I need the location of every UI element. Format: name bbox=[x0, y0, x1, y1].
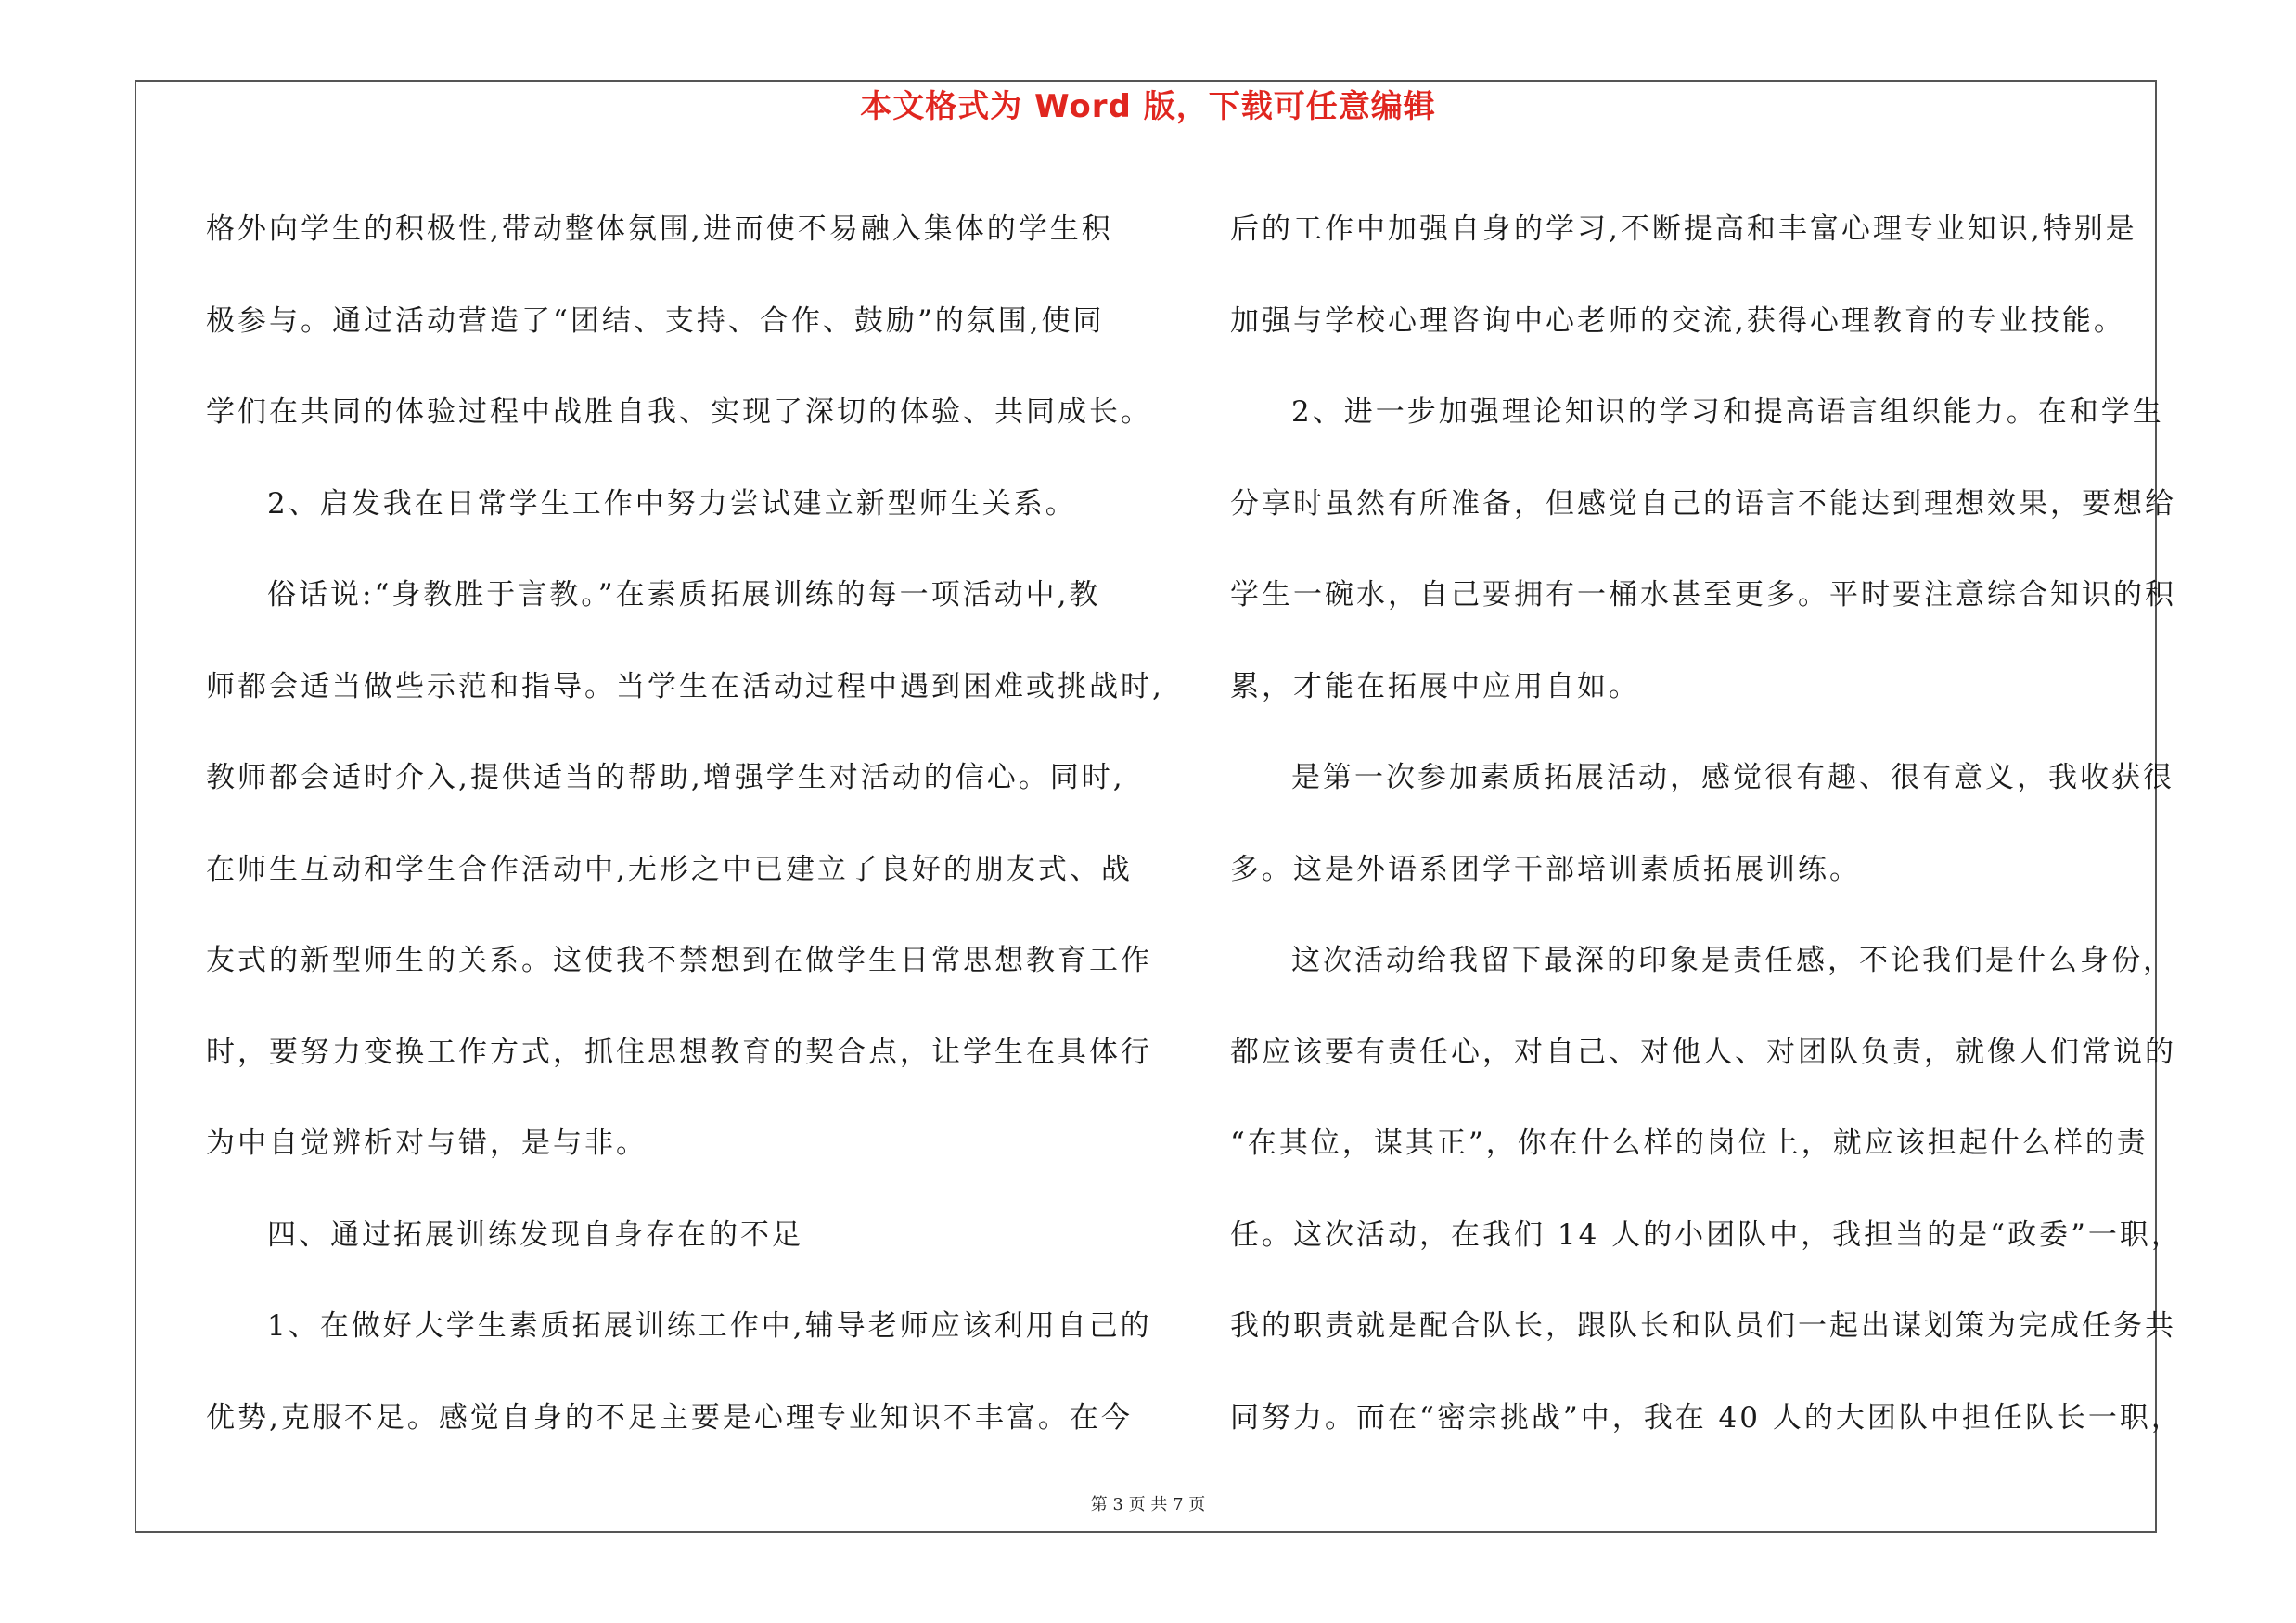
left-text-column bbox=[206, 184, 1164, 1463]
text-line: 都应该要有责任心，对自己、对他人、对团队负责，就像人们常说的 bbox=[1230, 1035, 2176, 1069]
text-line: 在师生互动和学生合作活动中,无形之中已建立了良好的朋友式、战 bbox=[206, 852, 1133, 886]
text-line: 2、进一步加强理论知识的学习和提高语言组织能力。在和学生 bbox=[1291, 395, 2164, 429]
text-line: 我的职责就是配合队长，跟队长和队员们一起出谋划策为完成任务共 bbox=[1230, 1309, 2176, 1343]
text-line: 时，要努力变换工作方式，抓住思想教育的契合点，让学生在具体行 bbox=[206, 1035, 1152, 1069]
text-line: 友式的新型师生的关系。这使我不禁想到在做学生日常思想教育工作 bbox=[206, 944, 1152, 977]
text-line: 同努力。而在“密宗挑战”中，我在 40 人的大团队中担任队长一职， bbox=[1230, 1400, 2183, 1435]
text-line: 加强与学校心理咨询中心老师的交流,获得心理教育的专业技能。 bbox=[1230, 303, 2125, 338]
text-line: 极参与。通过活动营造了“团结、支持、合作、鼓励”的氛围,使同 bbox=[206, 303, 1105, 338]
text-line: 2、启发我在日常学生工作中努力尝试建立新型师生关系。 bbox=[267, 486, 1077, 521]
text-line: 教师都会适时介入,提供适当的帮助,增强学生对活动的信心。同时, bbox=[206, 761, 1125, 794]
text-line: 任。这次活动，在我们 14 人的小团队中，我担当的是“政委”一职， bbox=[1230, 1217, 2183, 1252]
text-line: 格外向学生的积极性,带动整体氛围,进而使不易融入集体的学生积 bbox=[206, 213, 1113, 246]
text-line: 学生一碗水，自己要拥有一桶水甚至更多。平时要注意综合知识的积 bbox=[1230, 578, 2176, 612]
text-line: 多。这是外语系团学干部培训素质拓展训练。 bbox=[1230, 852, 1861, 886]
text-line: 后的工作中加强自身的学习,不断提高和丰富心理专业知识,特别是 bbox=[1230, 213, 2137, 246]
text-line: 是第一次参加素质拓展活动，感觉很有趣、很有意义，我收获很 bbox=[1291, 761, 2174, 794]
right-text-column bbox=[1230, 184, 2183, 1463]
text-line: 这次活动给我留下最深的印象是责任感，不论我们是什么身份， bbox=[1291, 944, 2174, 977]
text-line: 师都会适当做些示范和指导。当学生在活动过程中遇到困难或挑战时, bbox=[206, 669, 1164, 703]
text-line: 1、在做好大学生素质拓展训练工作中,辅导老师应该利用自己的 bbox=[267, 1309, 1152, 1343]
text-line: 为中自觉辨析对与错，是与非。 bbox=[206, 1127, 648, 1160]
text-line: “在其位，谋其正”，你在什么样的岗位上，就应该担起什么样的责 bbox=[1230, 1127, 2148, 1160]
text-line: 分享时虽然有所准备，但感觉自己的语言不能达到理想效果，要想给 bbox=[1230, 486, 2176, 521]
text-line: 俗话说:“身教胜于言教。”在素质拓展训练的每一项活动中,教 bbox=[267, 578, 1101, 612]
document-header-title: 本文格式为 Word 版，下载可任意编辑 bbox=[860, 88, 1436, 125]
page-number-footer: 第 3 页 共 7 页 bbox=[1090, 1495, 1206, 1514]
text-line: 累，才能在拓展中应用自如。 bbox=[1230, 669, 1640, 703]
section-heading: 四、通过拓展训练发现自身存在的不足 bbox=[267, 1217, 803, 1252]
text-line: 优势,克服不足。感觉自身的不足主要是心理专业知识不丰富。在今 bbox=[206, 1400, 1133, 1435]
text-line: 学们在共同的体验过程中战胜自我、实现了深切的体验、共同成长。 bbox=[206, 395, 1152, 429]
